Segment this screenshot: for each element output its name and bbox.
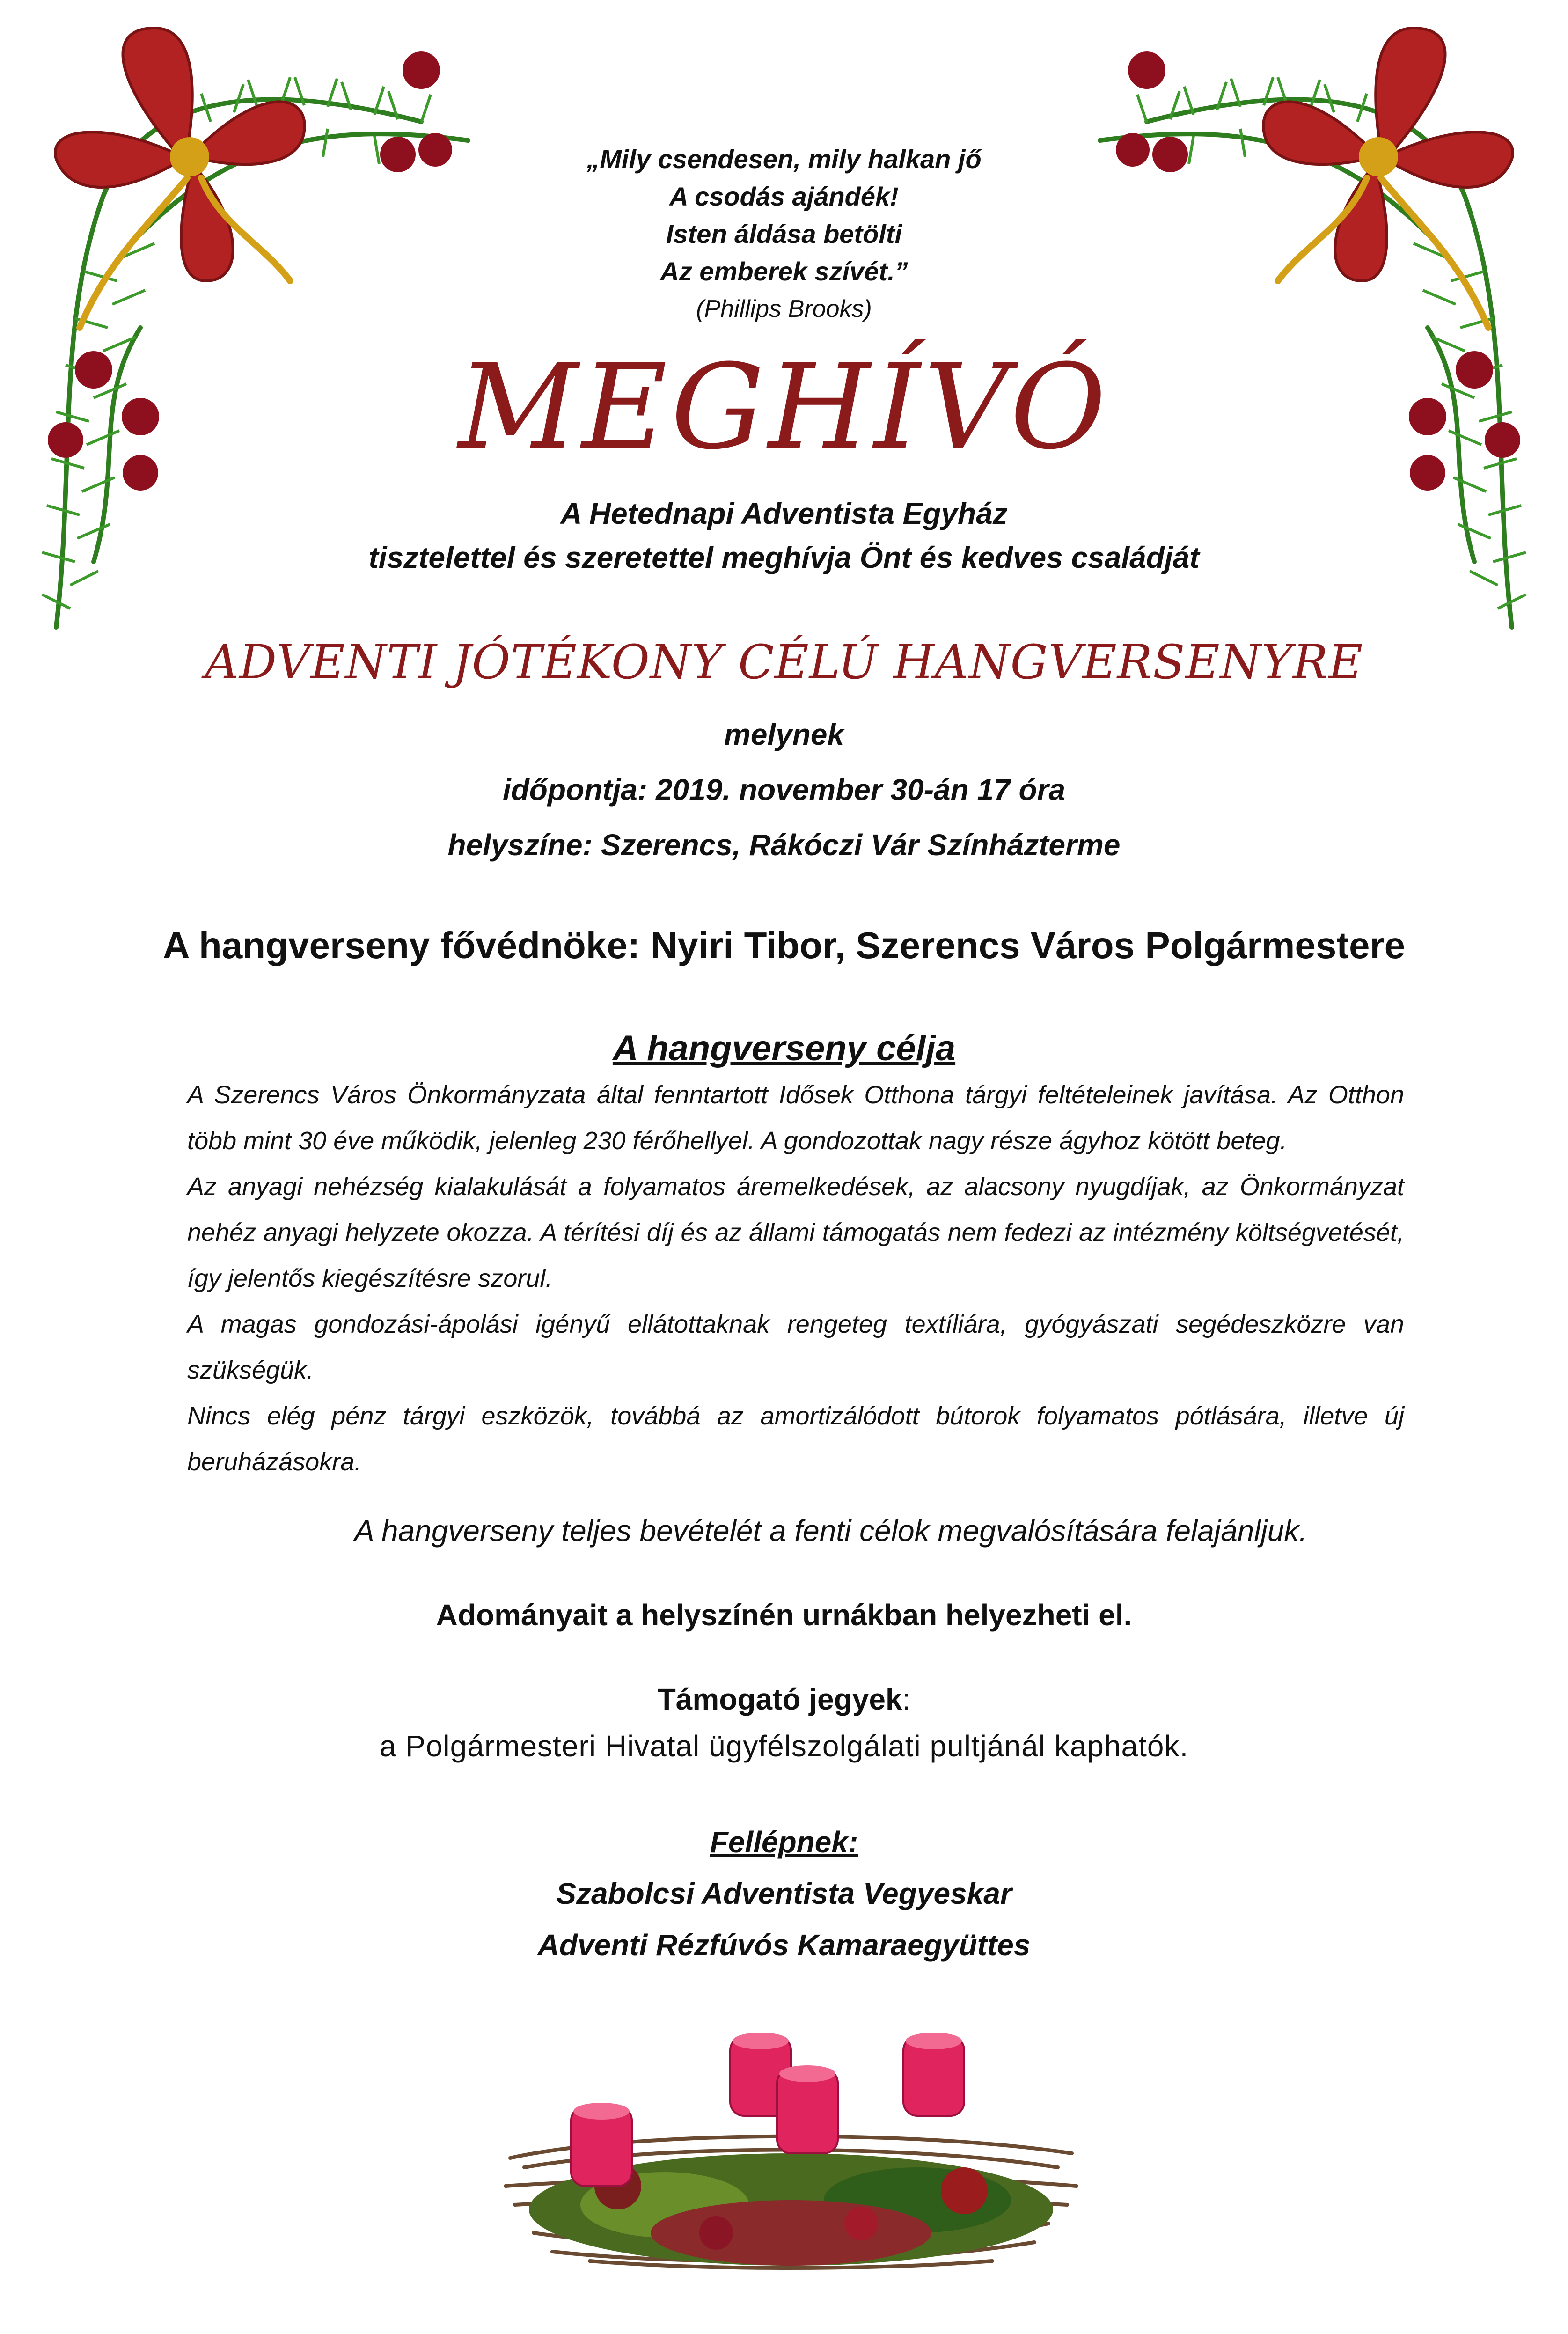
patron-line: A hangverseny fővédnöke: Nyiri Tibor, Szerencs Város Polgármestere xyxy=(162,925,1406,966)
intro-organization: A Hetednapi Adventista Egyház xyxy=(560,497,1008,530)
goal-heading: A hangverseny célja xyxy=(612,1028,956,1068)
performers-heading: Fellépnek: xyxy=(710,1825,858,1859)
quote-line: Isten áldása betölti xyxy=(666,219,902,249)
event-title: ADVENTI JÓTÉKONY CÉLÚ HANGVERSENYRE xyxy=(205,635,1363,690)
goal-paragraph: A Szerencs Város Önkormányzata által fenntartott Idősek Otthona tárgyi feltételeinek javítása. Az Otthon több mint 30 éve működik, jelenleg 230 férőhellyel. A gondozottak nagy része ágyhoz kötött beteg. xyxy=(187,1081,1404,1155)
tickets-location: a Polgármesteri Hivatal ügyfélszolgálati pultjánál kaphatók. xyxy=(379,1729,1189,1763)
goal-paragraph: A magas gondozási-ápolási igényű ellátottaknak rengeteg textíliára, gyógyászati segédeszközre van szükségük. xyxy=(187,1310,1404,1384)
quote-author: (Phillips Brooks) xyxy=(696,295,872,323)
performer-item: Adventi Rézfúvós Kamaraegyüttes xyxy=(537,1928,1031,1962)
event-time: időpontja: 2019. november 30-án 17 óra xyxy=(502,773,1066,807)
intro xyxy=(0,492,1568,580)
event-details xyxy=(0,707,1568,873)
donation-note: Adományait a helyszínén urnákban helyezheti el. xyxy=(436,1598,1132,1632)
tickets-colon: : xyxy=(902,1682,911,1716)
intro-invitation: tisztelettel és szeretettel meghívja Önt és kedves családját xyxy=(368,541,1200,574)
revenue-statement: A hangverseny teljes bevételét a fenti célok megvalósítására felajánljuk. xyxy=(354,1514,1308,1548)
goal-paragraph: Az anyagi nehézség kialakulását a folyamatos áremelkedések, az alacsony nyugdíjak, az Önkormányzat nehéz anyagi helyzete okozza. A térítési díj és az állami támogatás nem fedezi az intézmény költségvetését, így jelentős kiegészítésre szorul. xyxy=(187,1173,1404,1292)
tickets-info xyxy=(0,1676,1568,1769)
quote-line: Az emberek szívét.” xyxy=(660,257,908,286)
goal-description xyxy=(187,1072,1404,1485)
advent-wreath-illustration xyxy=(496,1989,1086,2280)
goal-paragraph: Nincs elég pénz tárgyi eszközök, továbbá az amortizálódott bútorok folyamatos pótlására, illetve új beruházásokra. xyxy=(187,1402,1404,1476)
performer-item: Szabolcsi Adventista Vegyeskar xyxy=(556,1877,1012,1910)
tickets-label: Támogató jegyek xyxy=(657,1682,902,1716)
details-lead: melynek xyxy=(724,718,844,751)
quote-line: A csodás ajándék! xyxy=(669,182,899,211)
quote-line: „Mily csendesen, mily halkan jő xyxy=(586,144,982,174)
opening-quote xyxy=(0,140,1568,328)
performers xyxy=(0,1816,1568,1971)
tickets-label-line xyxy=(0,1676,1568,1723)
event-place: helyszíne: Szerencs, Rákóczi Vár Színházterme xyxy=(447,828,1121,862)
page-title: MEGHÍVÓ xyxy=(458,339,1110,475)
